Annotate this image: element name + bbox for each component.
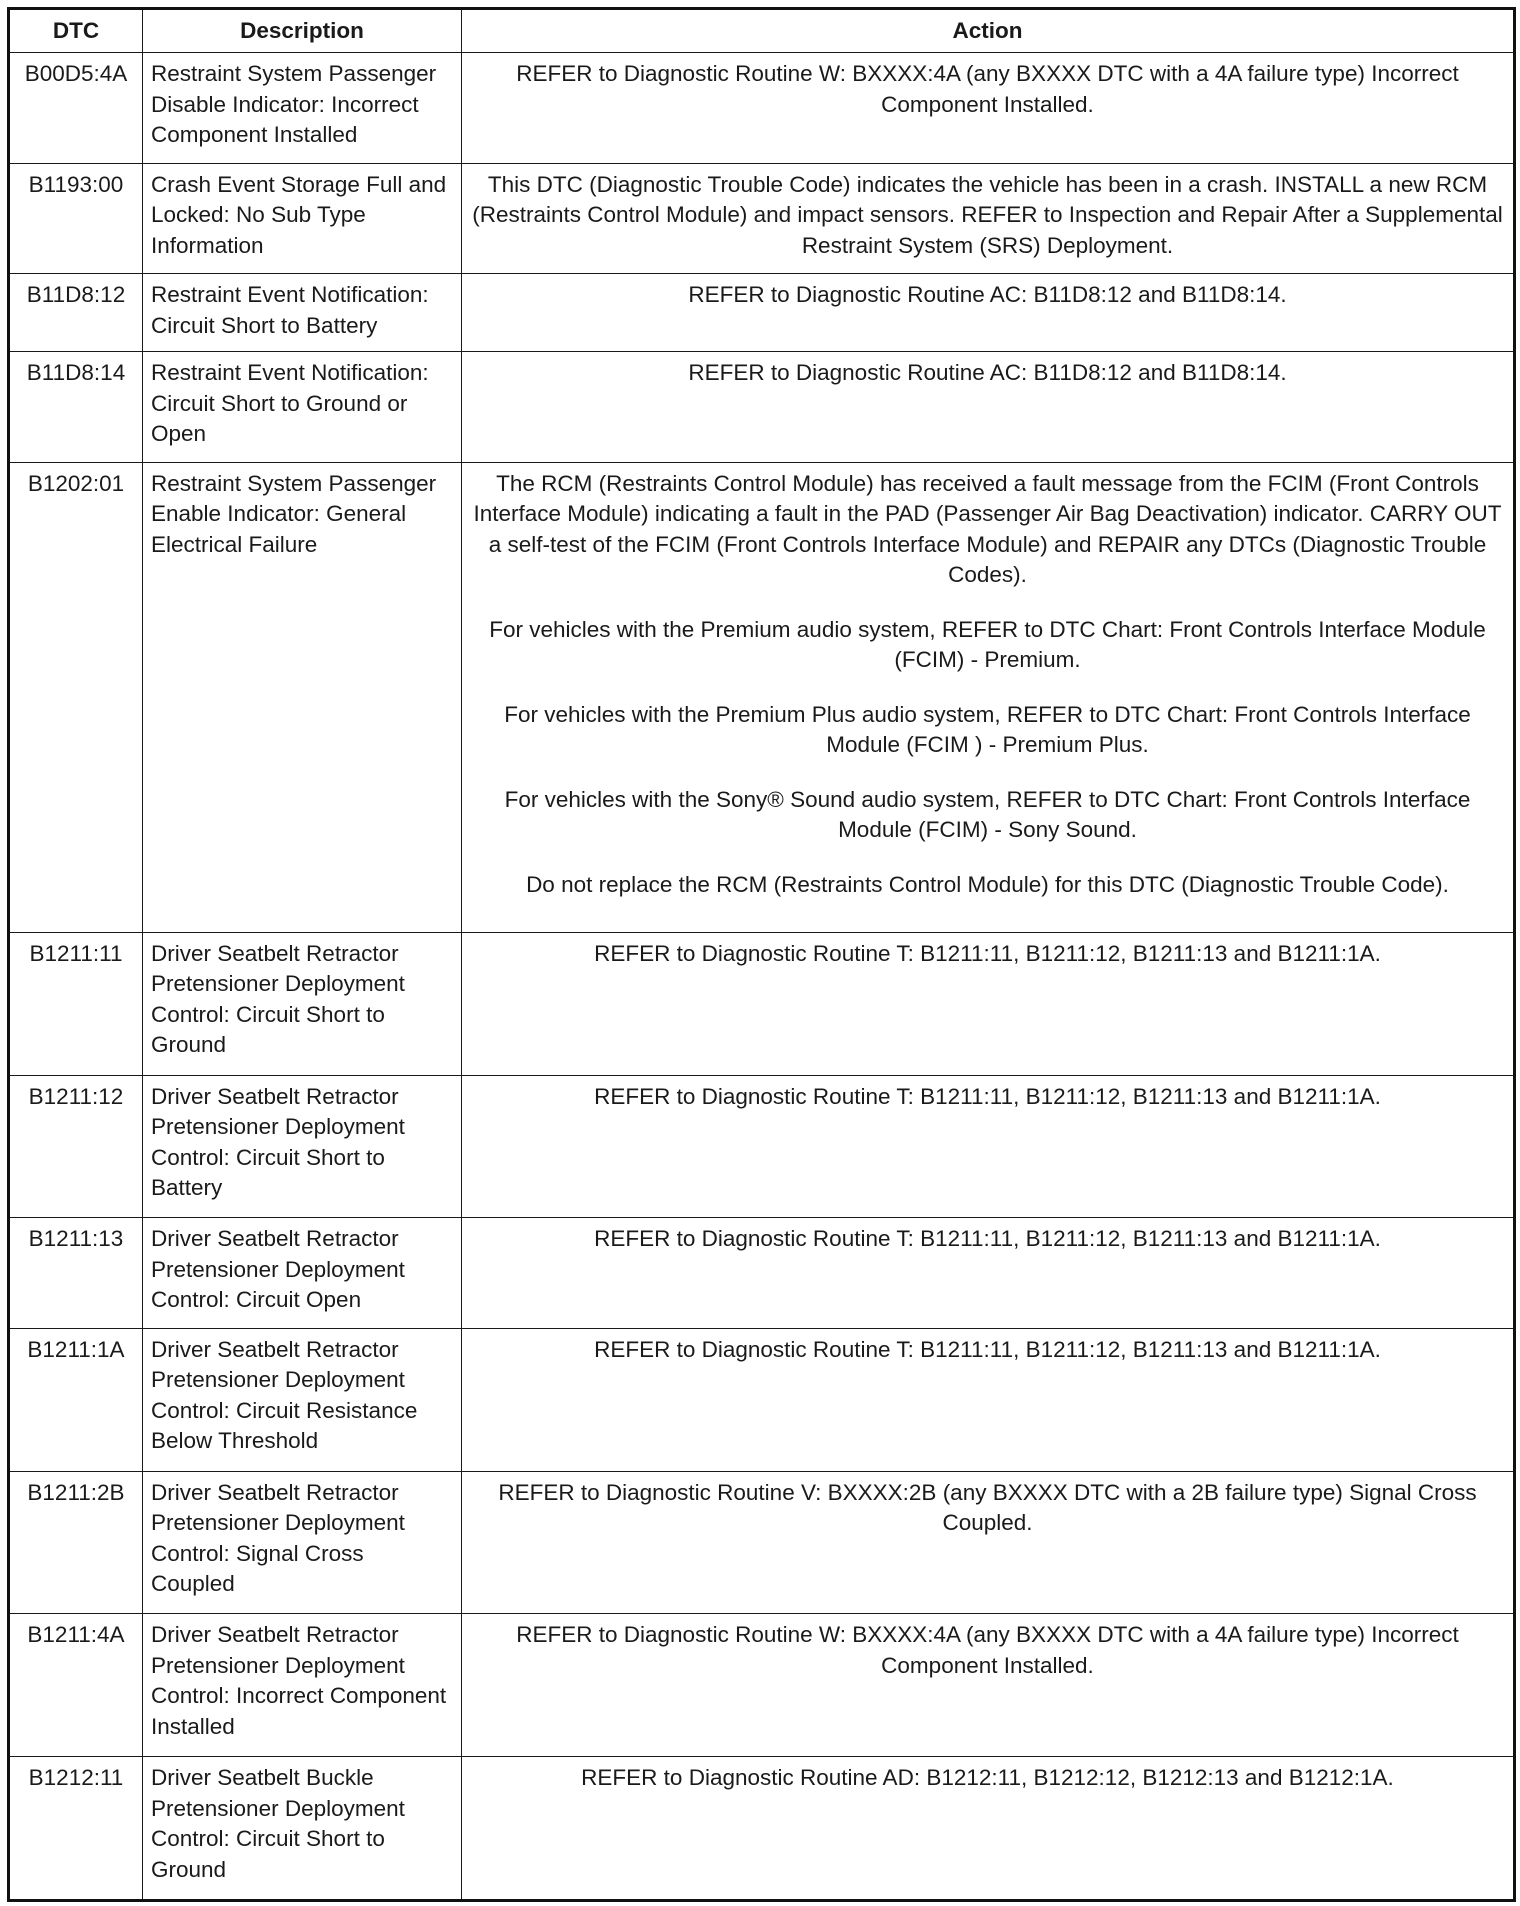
description-cell: Crash Event Storage Full and Locked: No Sub Type Information: [143, 163, 462, 274]
dtc-code-cell: B1212:11: [9, 1757, 143, 1901]
action-paragraph: REFER to Diagnostic Routine AC: B11D8:12 and B11D8:14.: [688, 360, 1287, 386]
description-cell: Restraint Event Notification: Circuit Short to Ground or Open: [143, 352, 462, 463]
description-cell: Restraint Event Notification: Circuit Short to Battery: [143, 274, 462, 352]
dtc-code-cell: B1202:01: [9, 462, 143, 932]
description-cell: Driver Seatbelt Retractor Pretensioner Deployment Control: Circuit Short to Battery: [143, 1075, 462, 1218]
dtc-code-cell: B1211:13: [9, 1218, 143, 1329]
description-cell: Restraint System Passenger Disable Indicator: Incorrect Component Installed: [143, 53, 462, 164]
table-row: [9, 1328, 1515, 1471]
action-cell: [462, 1328, 1515, 1471]
action-paragraph: REFER to Diagnostic Routine T: B1211:11, B1211:12, B1211:13 and B1211:1A.: [594, 1083, 1381, 1109]
table-row: [9, 1471, 1515, 1614]
dtc-table-container: [7, 7, 1516, 1902]
table-row: [9, 1075, 1515, 1218]
dtc-table: [7, 7, 1516, 1902]
table-row: [9, 163, 1515, 274]
table-header-row: [9, 9, 1515, 53]
action-paragraph: REFER to Diagnostic Routine V: BXXXX:2B (any BXXXX DTC with a 2B failure type) Signal Cross Coupled.: [498, 1479, 1477, 1536]
action-paragraph: REFER to Diagnostic Routine W: BXXXX:4A (any BXXXX DTC with a 4A failure type) Incorrect Component Installed.: [516, 61, 1459, 117]
table-body: [9, 53, 1515, 1901]
action-paragraph: REFER to Diagnostic Routine AC: B11D8:12 and B11D8:14.: [688, 282, 1287, 307]
action-paragraph: For vehicles with the Premium Plus audio system, REFER to DTC Chart: Front Controls Interface Module (FCIM ) - Premium Plus.: [504, 701, 1471, 758]
action-paragraph: REFER to Diagnostic Routine T: B1211:11, B1211:12, B1211:13 and B1211:1A.: [594, 1226, 1381, 1252]
description-cell: Restraint System Passenger Enable Indicator: General Electrical Failure: [143, 462, 462, 932]
table-row: [9, 462, 1515, 932]
header-dtc: DTC: [9, 9, 143, 53]
action-paragraph: The RCM (Restraints Control Module) has received a fault message from the FCIM (Front Controls Interface Module) indicating a fault in the PAD (Passenger Air Bag Deactivation) indicator. CARRY OUT a self-test of the FCIM (Front Controls Interface Module) and REPAIR any DTCs (Diagnostic Trouble Codes).: [473, 470, 1502, 588]
dtc-code-cell: B1211:4A: [9, 1614, 143, 1757]
table-row: [9, 53, 1515, 164]
dtc-code-cell: B1193:00: [9, 163, 143, 274]
action-cell: [462, 1075, 1515, 1218]
description-cell: Driver Seatbelt Retractor Pretensioner Deployment Control: Circuit Open: [143, 1218, 462, 1329]
action-cell: [462, 163, 1515, 274]
action-cell: [462, 274, 1515, 352]
header-description: Description: [143, 9, 462, 53]
action-paragraph: This DTC (Diagnostic Trouble Code) indicates the vehicle has been in a crash. INSTALL a new RCM (Restraints Control Module) and impact sensors. REFER to Inspection and Repair After a Supplemental Restraint System (SRS) Deployment.: [472, 171, 1503, 258]
table-row: [9, 1614, 1515, 1757]
table-row: [9, 274, 1515, 352]
table-row: [9, 1757, 1515, 1901]
header-action: Action: [462, 9, 1515, 53]
action-cell: [462, 1218, 1515, 1329]
action-cell: [462, 1471, 1515, 1614]
action-cell: [462, 932, 1515, 1075]
action-cell: [462, 462, 1515, 932]
dtc-code-cell: B1211:2B: [9, 1471, 143, 1614]
action-cell: [462, 352, 1515, 463]
description-cell: Driver Seatbelt Retractor Pretensioner Deployment Control: Incorrect Component Installed: [143, 1614, 462, 1757]
description-cell: Driver Seatbelt Retractor Pretensioner Deployment Control: Signal Cross Coupled: [143, 1471, 462, 1614]
dtc-code-cell: B1211:12: [9, 1075, 143, 1218]
description-cell: Driver Seatbelt Buckle Pretensioner Deployment Control: Circuit Short to Ground: [143, 1757, 462, 1901]
action-paragraph: REFER to Diagnostic Routine T: B1211:11, B1211:12, B1211:13 and B1211:1A.: [594, 1336, 1381, 1362]
action-paragraph: REFER to Diagnostic Routine AD: B1212:11, B1212:12, B1212:13 and B1212:1A.: [581, 1765, 1394, 1791]
table-row: [9, 932, 1515, 1075]
table-row: [9, 1218, 1515, 1329]
dtc-code-cell: B1211:1A: [9, 1328, 143, 1471]
dtc-code-cell: B11D8:12: [9, 274, 143, 352]
action-cell: [462, 1757, 1515, 1901]
description-cell: Driver Seatbelt Retractor Pretensioner Deployment Control: Circuit Resistance Below Threshold: [143, 1328, 462, 1471]
action-cell: [462, 53, 1515, 164]
table-row: [9, 352, 1515, 463]
action-paragraph: For vehicles with the Sony® Sound audio system, REFER to DTC Chart: Front Controls Interface Module (FCIM) - Sony Sound.: [504, 786, 1471, 843]
dtc-code-cell: B00D5:4A: [9, 53, 143, 164]
action-paragraph: REFER to Diagnostic Routine T: B1211:11, B1211:12, B1211:13 and B1211:1A.: [594, 940, 1381, 966]
dtc-code-cell: B1211:11: [9, 932, 143, 1075]
action-paragraph: Do not replace the RCM (Restraints Control Module) for this DTC (Diagnostic Trouble Code).: [526, 871, 1449, 897]
action-paragraph: For vehicles with the Premium audio system, REFER to DTC Chart: Front Controls Interface Module (FCIM) - Premium.: [489, 616, 1486, 673]
dtc-code-cell: B11D8:14: [9, 352, 143, 463]
action-paragraph: REFER to Diagnostic Routine W: BXXXX:4A (any BXXXX DTC with a 4A failure type) Incorrect Component Installed.: [516, 1622, 1459, 1678]
action-cell: [462, 1614, 1515, 1757]
description-cell: Driver Seatbelt Retractor Pretensioner Deployment Control: Circuit Short to Ground: [143, 932, 462, 1075]
